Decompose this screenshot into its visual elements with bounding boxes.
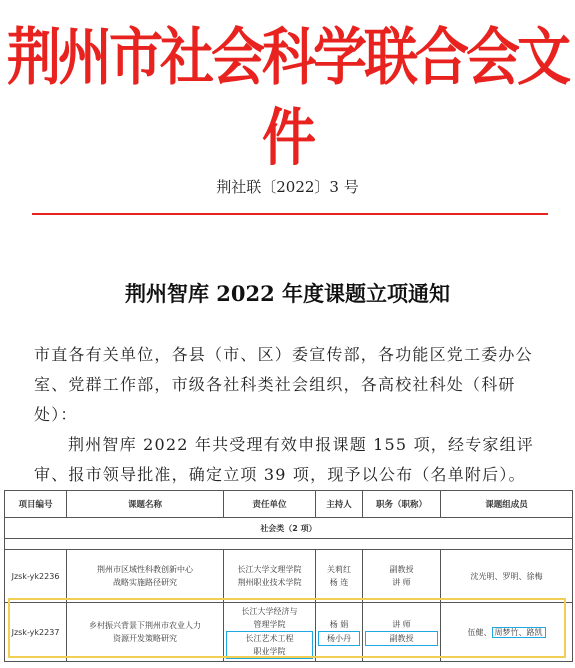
project-unit: 长江大学文理学院 荆州职业技术学院: [224, 550, 316, 603]
project-list-table: [4, 490, 573, 662]
highlighted-members: 周梦竹、路凯: [492, 627, 546, 638]
category-label: 社会类（2 项）: [5, 518, 573, 539]
header-members: 课题组成员: [441, 491, 573, 518]
document-title: 荆州智库 2022 年度课题立项通知: [124, 281, 451, 306]
spacer-row: [5, 539, 573, 550]
category-row: [5, 518, 573, 539]
table-row: [5, 550, 573, 603]
table-row: [5, 603, 573, 662]
project-id: Jzsk-yk2237: [5, 603, 67, 662]
table-header-row: [5, 491, 573, 518]
body-paragraph: 荆州智库 2022 年共受理有效申报课题 155 项，经专家组评审、报市领导批准，确定立项 39 项，现予以公布（名单附后）。: [34, 435, 535, 484]
project-host-title: 副教授 讲 师: [363, 550, 441, 603]
addressee-paragraph: 市直各有关单位，各县（市、区）委宣传部，各功能区党工委办公室、党群工作部，市级各社科类社会组织，各高校社科处（科研处）：: [34, 345, 533, 424]
highlighted-unit: 长江艺术工程 职业学院: [226, 631, 313, 659]
project-host-title: 讲 师 副教授: [363, 603, 441, 662]
project-name: 乡村振兴背景下荆州市农业人力 资源开发策略研究: [67, 603, 224, 662]
project-host: 杨 娟 杨小丹: [316, 603, 363, 662]
document-number: 荆社联〔2022〕3 号: [216, 178, 359, 196]
document-masthead: 荆州市社会科学联合会文件: [7, 20, 568, 174]
header-host: 主持人: [316, 491, 363, 518]
project-host: 关莉红 杨 连: [316, 550, 363, 603]
highlighted-title: 副教授: [365, 631, 438, 646]
header-title: 职务（职称）: [363, 491, 441, 518]
header-project-name: 课题名称: [67, 491, 224, 518]
project-members: 伍健、 周梦竹、路凯: [441, 603, 573, 662]
project-id: Jzsk-yk2236: [5, 550, 67, 603]
project-unit: 长江大学经济与 管理学院 长江艺术工程 职业学院: [224, 603, 316, 662]
header-unit: 责任单位: [224, 491, 316, 518]
project-name: 荆州市区域性科教创新中心 战略实施路径研究: [67, 550, 224, 603]
header-project-id: 项目编号: [5, 491, 67, 518]
red-divider: [32, 213, 548, 215]
project-members: 沈光明、罗明、徐梅: [441, 550, 573, 603]
highlighted-host: 杨小丹: [318, 631, 360, 646]
